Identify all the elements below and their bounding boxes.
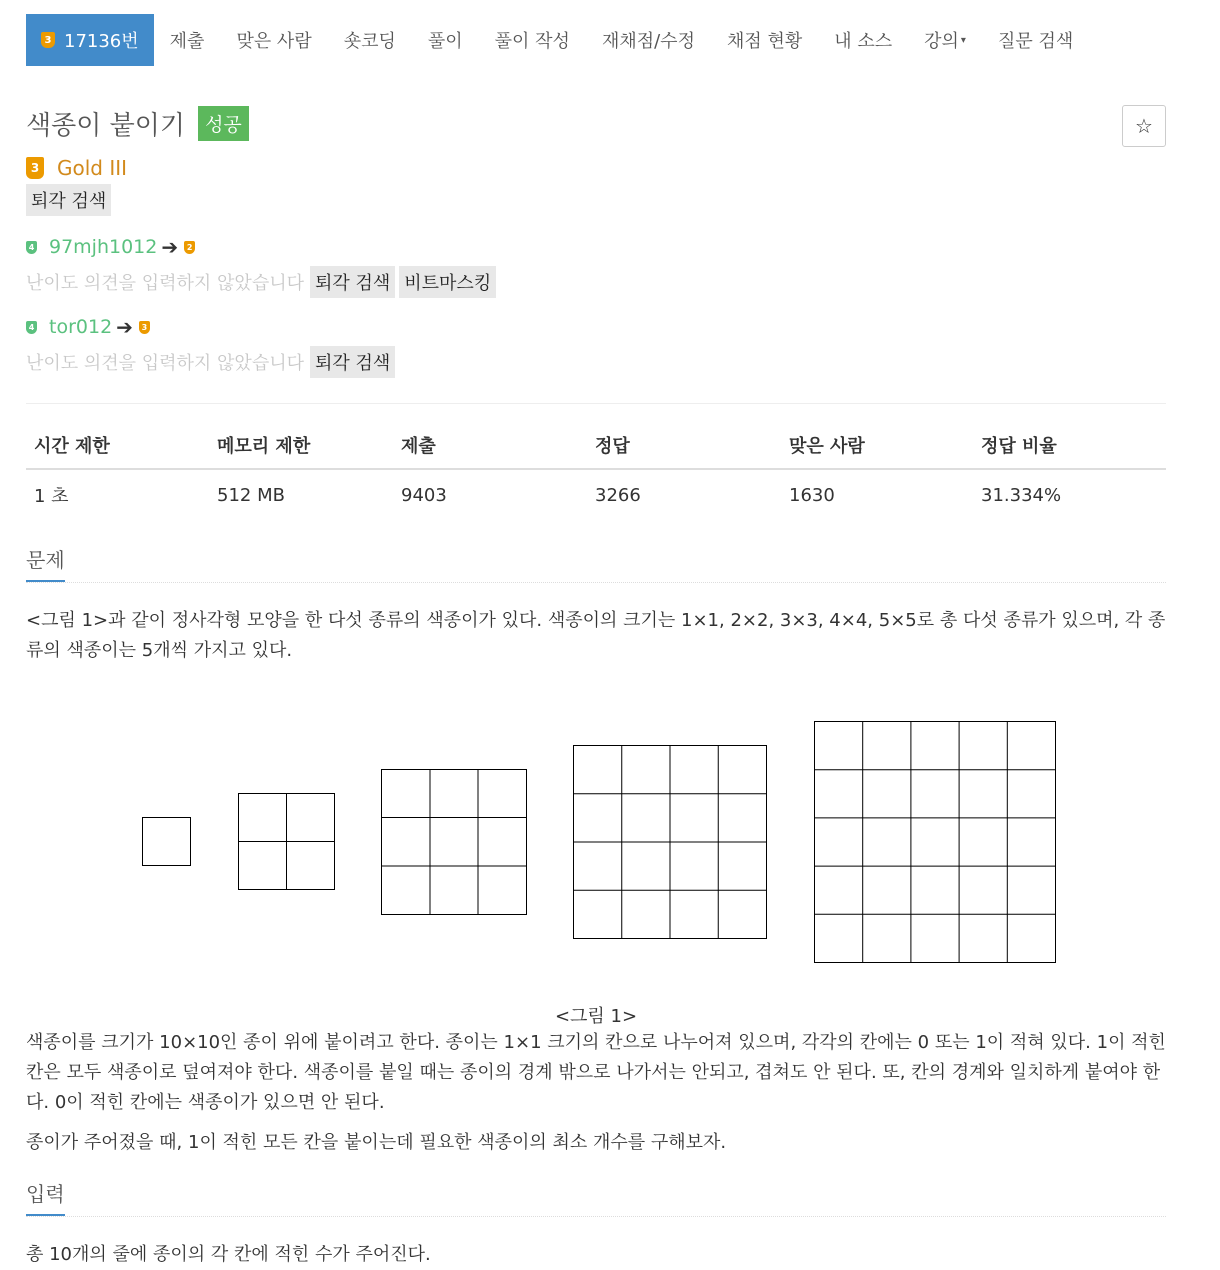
nav-label: 제출 [169,31,205,52]
algorithm-tags [26,184,115,216]
user-tier-icon: 4 [26,241,37,254]
nav-short-coding[interactable] [328,14,412,66]
tier-label: Gold III [57,156,128,180]
nav-label: 풀이 작성 [494,31,570,52]
table-header-row [26,432,1166,469]
divider [26,403,1166,404]
gold-tier-icon: 3 [41,32,55,48]
nav-label: 강의 [924,31,959,52]
input-section-header [26,1178,1166,1217]
problem-tier[interactable] [26,156,127,180]
difficulty-opinion [26,234,496,298]
star-button[interactable] [1122,105,1166,147]
value-time-limit: 1 초 [34,486,69,507]
caret-down-icon: ▾ [960,34,966,46]
result-badge: 성공 [198,106,249,141]
colored-paper-figure [26,704,1166,964]
opinion-body [26,346,395,378]
opinion-body [26,266,496,298]
header-accepted: 정답 [587,432,781,469]
arrow-right-icon: ➔ [161,235,179,259]
problem-paragraph: <그림 1>과 같이 정사각형 모양을 한 다섯 종류의 색종이가 있다. 색종이의 크기는 1×1, 2×2, 3×3, 4×4, 5×5로 총 다섯 종류가 있으며, 각 종류의 색종이는 5개씩 가지고 있다. [26,610,1166,661]
arrow-right-icon: ➔ [116,315,133,339]
figure-caption: <그림 1> [554,1006,638,1027]
star-icon: ☆ [1135,114,1153,138]
square-4x4 [574,746,767,939]
user-tier-icon: 4 [26,321,37,334]
nav-label: 질문 검색 [997,31,1074,52]
input-paragraph: 총 10개의 줄에 종이의 각 칸에 적힌 수가 주어진다. [26,1244,431,1265]
problem-info-table [26,432,1166,508]
suggested-tier-icon: 2 [184,241,195,254]
nav-question-search[interactable] [982,14,1089,66]
nav-solutions[interactable] [412,14,479,66]
input-heading: 입력 [26,1178,65,1216]
problem-title: 색종이 붙이기 [26,111,185,141]
square-5x5 [815,722,1056,963]
opinion-user-row [26,314,395,340]
value-solved-users: 1630 [789,484,835,506]
value-accepted: 3266 [595,484,641,506]
opinion-username[interactable]: 97mjh1012 [49,236,158,258]
nav-problem-id[interactable] [26,14,154,66]
value-accept-ratio: 31.334% [981,484,1062,506]
nav-label: 숏코딩 [343,31,396,52]
nav-solved-users[interactable] [220,14,327,66]
problem-heading: 문제 [26,544,65,582]
nav-my-source[interactable] [818,14,908,66]
header-memory-limit: 메모리 제한 [209,432,393,469]
tag-bitmasking[interactable]: 비트마스킹 [399,266,496,298]
header-time-limit: 시간 제한 [26,432,209,469]
problem-section-header [26,544,1166,583]
nav-label: 풀이 [427,31,463,52]
problem-paragraph: 색종이를 크기가 10×10인 종이 위에 붙이려고 한다. 종이는 1×1 크기의 칸으로 나누어져 있으며, 각각의 칸에는 0 또는 1이 적혀 있다. 1이 적힌 칸은 모두 색종이로 덮여져야 한다. 색종이를 붙일 때는 종이의 경계 밖으로 나가서는 안되고, 겹쳐도 안 된다. 또, 칸의 경계와 일치하게 붙여야 한다. 0이 적힌 칸에는 색종이가 있으면 안 된다. [26,1032,1166,1113]
value-memory-limit: 512 MB [217,484,285,506]
opinion-text: 난이도 의견을 입력하지 않았습니다 [26,353,304,374]
square-3x3 [382,770,527,915]
header-solved-users: 맞은 사람 [781,432,973,469]
tag-backtracking[interactable]: 퇴각 검색 [310,266,395,298]
gold-tier-icon: 3 [26,157,44,179]
nav-write-solution[interactable] [479,14,586,66]
nav-status[interactable] [711,14,818,66]
opinion-user-row [26,234,496,260]
opinion-text: 난이도 의견을 입력하지 않았습니다 [26,273,304,294]
problem-nav [26,14,1166,66]
table-row [26,469,1166,508]
tag-backtracking[interactable]: 퇴각 검색 [26,184,111,216]
problem-title-row [26,105,1166,149]
problem-paragraph: 종이가 주어졌을 때, 1이 적힌 모든 칸을 붙이는데 필요한 색종이의 최소 개수를 구해보자. [26,1132,727,1153]
nav-rejudge[interactable] [586,14,711,66]
nav-label: 재채점/수정 [601,31,695,52]
header-submissions: 제출 [393,432,587,469]
tag-backtracking[interactable]: 퇴각 검색 [310,346,395,378]
nav-problem-id-label: 17136번 [64,31,139,52]
square-1x1 [143,818,191,866]
nav-label: 채점 현황 [726,31,803,52]
suggested-tier-icon: 3 [139,321,150,334]
header-accept-ratio: 정답 비율 [973,432,1166,469]
opinion-username[interactable]: tor012 [49,316,113,338]
nav-label: 맞은 사람 [236,31,312,52]
value-submissions: 9403 [401,484,447,506]
square-2x2 [239,794,335,890]
nav-label: 내 소스 [834,31,893,52]
nav-lectures-dropdown[interactable] [908,14,982,66]
difficulty-opinion [26,314,395,378]
nav-submit[interactable] [154,14,221,66]
